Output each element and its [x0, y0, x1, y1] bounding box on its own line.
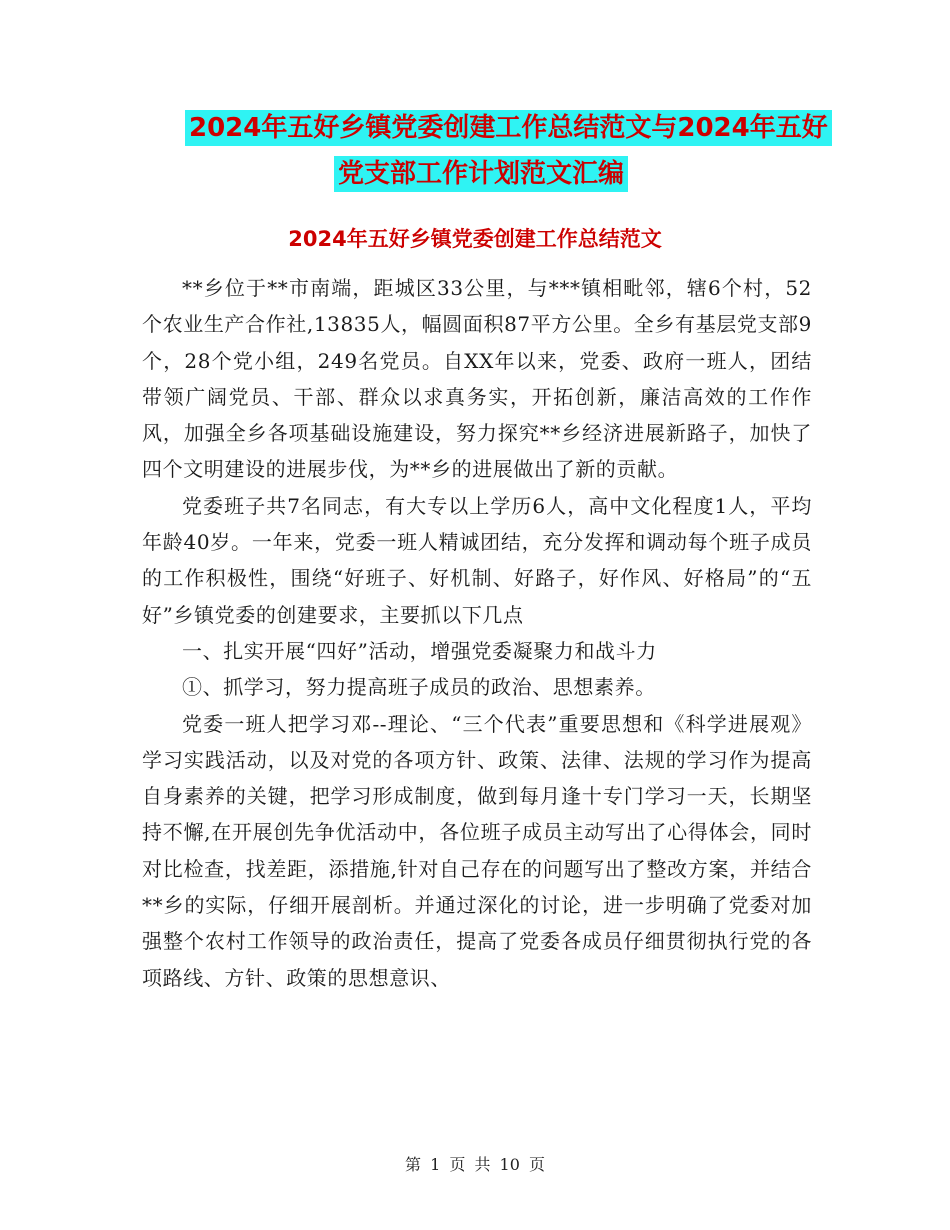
section-heading: 2024年五好乡镇党委创建工作总结范文 — [288, 227, 662, 251]
paragraph-heading-one: 一、扎实开展“四好”活动，增强党委凝聚力和战斗力 — [182, 638, 657, 663]
page-footer: 第 1 页 共 10 页 — [405, 1155, 545, 1174]
paragraph-item-one: ①、抓学习，努力提高班子成员的政治、思想素养。 — [182, 675, 656, 700]
title-line-1: 2024年五好乡镇党委创建工作总结范文与2024年五好 — [185, 110, 832, 146]
document-body — [142, 270, 812, 996]
paragraph-committee: 党委班子共7名同志，有大专以上学历6人，高中文化程度1人，平均年龄40岁。一年来，党委一班人精诚团结，充分发挥和调动每个班子成员的工作积极性，围绕“好班子、好机制、好路子，好作风、好格局”的“五好”乡镇党委的创建要求，主要抓以下几点 — [142, 493, 812, 627]
title-line-2: 党支部工作计划范文汇编 — [334, 156, 628, 192]
paragraph-intro: **乡位于**市南端，距城区33公里，与***镇相毗邻，辖6个村，52个农业生产合作社,13835人，幅圆面积87平方公里。全乡有基层党支部9个，28个党小组，249名党员。自XX年以来，党委、政府一班人，团结带领广阔党员、干部、群众以求真务实，开拓创新，廉洁高效的工作作风，加强全乡各项基础设施建设，努力探究**乡经济进展新路子，加快了四个文明建设的进展步伐，为**乡的进展做出了新的贡献。 — [142, 276, 812, 482]
paragraph-study: 党委一班人把学习邓--理论、“三个代表”重要思想和《科学进展观》学习实践活动，以及对党的各项方针、政策、法律、法规的学习作为提高自身素养的关键，把学习形成制度，做到每月逢十专门学习一天，长期坚持不懈,在开展创先争优活动中，各位班子成员主动写出了心得体会，同时对比检查，找差距，添措施,针对自己存在的问题写出了整改方案，并结合**乡的实际，仔细开展剖析。并通过深化的讨论，进一步明确了党委对加强整个农村工作领导的政治责任，提高了党委各成员仔细贯彻执行党的各项路线、方针、政策的思想意识、 — [142, 711, 812, 990]
